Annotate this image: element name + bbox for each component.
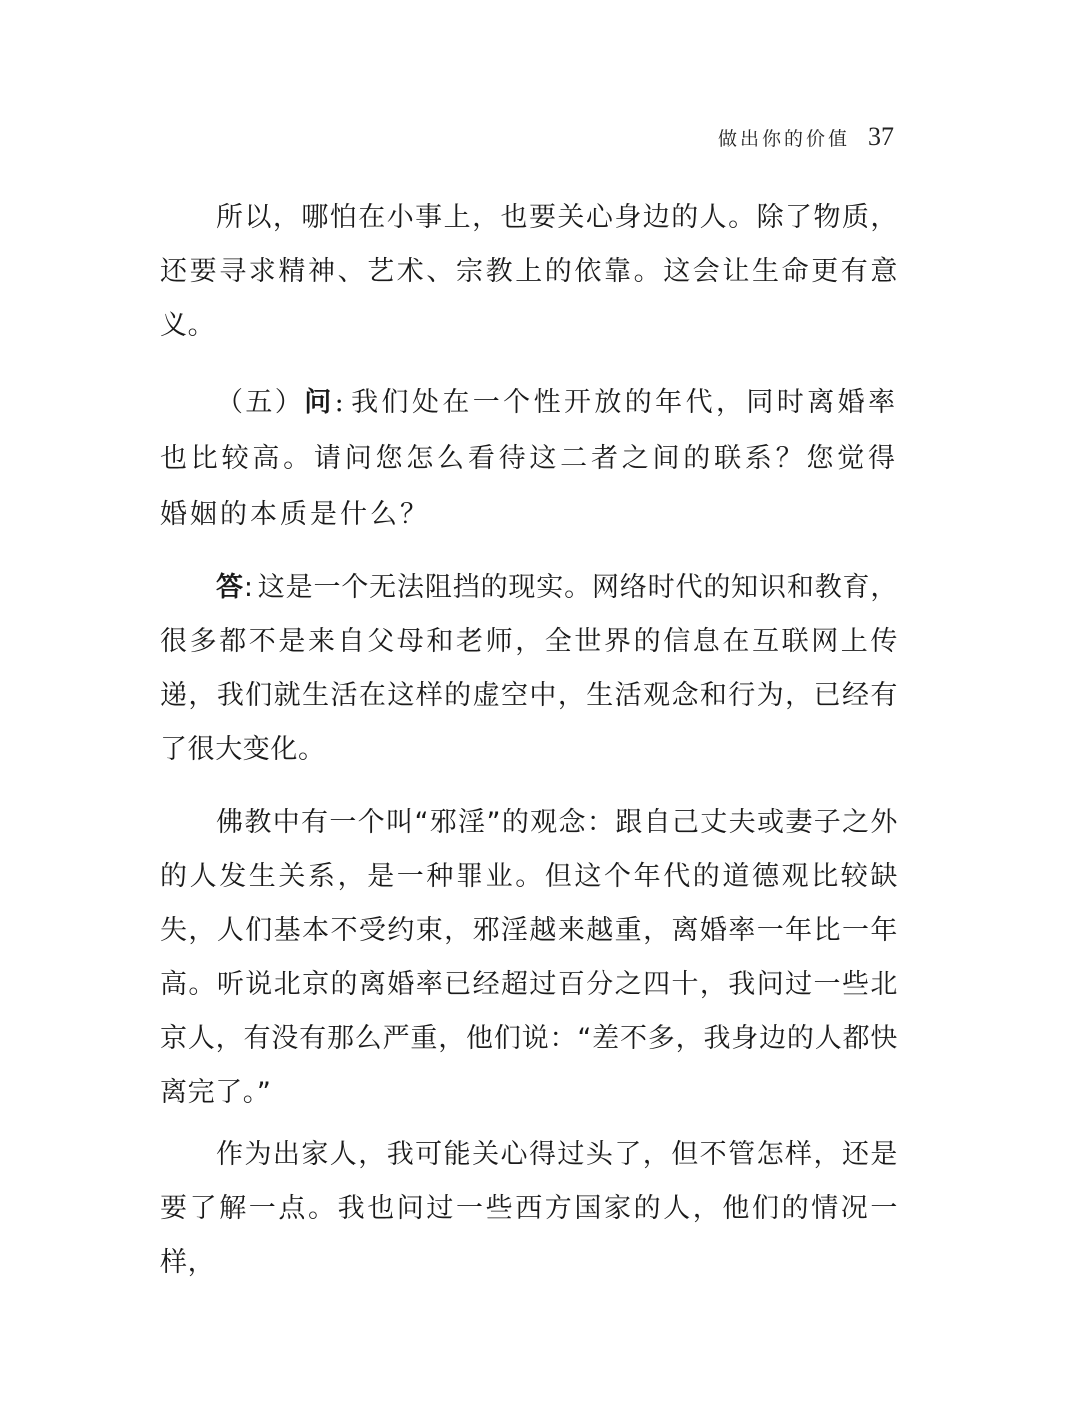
paragraph-1-text: 所以，哪怕在小事上，也要关心身边的人。除了物质，还要寻求精神、艺术、宗教上的依靠。这会让生命更有意义。 (160, 202, 898, 341)
paragraph-3-text: 佛教中有一个叫“邪淫”的观念：跟自己丈夫或妻子之外的人发生关系，是一种罪业。但这个年代的道德观比较缺失，人们基本不受约束，邪淫越来越重，离婚率一年比一年高。听说北京的离婚率已经超过百分之四十，我问过一些北京人，有没有那么严重，他们说：“差不多，我身边的人都快离完了。” (160, 807, 898, 1108)
paragraph-1 (160, 191, 898, 353)
paragraph-4-text: 作为出家人，我可能关心得过头了，但不管怎样，还是要了解一点。我也问过一些西方国家的人，他们的情况一样， (160, 1139, 898, 1278)
question-5-paragraph (160, 375, 898, 543)
answer-5 (160, 561, 898, 777)
running-title: 做出你的价值 (717, 128, 850, 150)
answer-5-paragraph (160, 561, 898, 777)
running-header (718, 122, 894, 152)
answer-5-text: 这是一个无法阻挡的现实。网络时代的知识和教育，很多都不是来自父母和老师，全世界的信息在互联网上传递，我们就生活在这样的虚空中，生活观念和行为，已经有了很大变化。 (160, 572, 898, 765)
paragraph-4 (160, 1128, 898, 1290)
question-5-text: 我们处在一个性开放的年代，同时离婚率也比较高。请问您怎么看待这二者之间的联系？您觉得婚姻的本质是什么？ (160, 387, 899, 530)
paragraph-3 (160, 796, 898, 1120)
question-5 (160, 375, 898, 543)
answer-label: 答 (216, 572, 244, 603)
answer-colon: : (243, 572, 254, 603)
page-number: 37 (868, 122, 894, 151)
question-colon: : (334, 387, 347, 418)
question-number: （五） (216, 387, 305, 418)
question-label: 问 (304, 387, 335, 418)
